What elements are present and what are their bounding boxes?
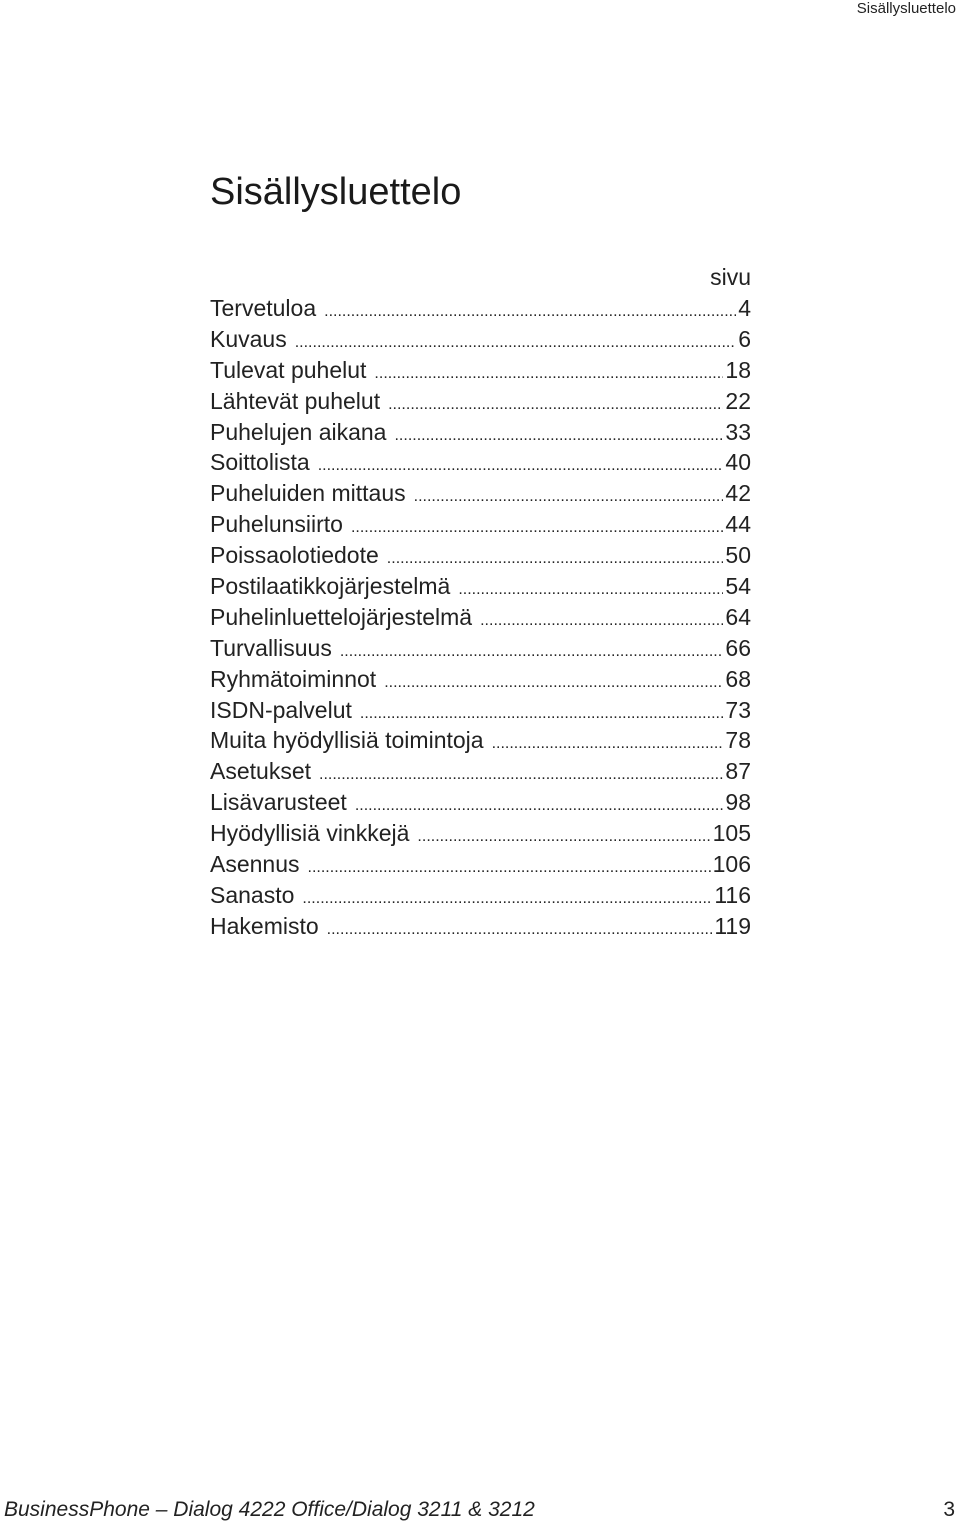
toc-entry[interactable] (210, 478, 751, 509)
footer-product-name: BusinessPhone – Dialog 4222 Office/Dialog 3211 & 3212 (4, 1498, 535, 1521)
toc-entry-page: 66 (725, 634, 751, 661)
toc-entry[interactable] (210, 602, 751, 633)
toc-entry-label: Puhelinluettelojärjestelmä (210, 603, 473, 630)
toc-entry[interactable] (210, 386, 751, 417)
toc-entry-label: Postilaatikkojärjestelmä (210, 573, 451, 600)
dot-leader (318, 451, 724, 478)
dot-leader (374, 359, 723, 386)
toc-entry-page: 64 (725, 603, 751, 630)
dot-leader (360, 699, 724, 726)
toc-entry-label: Muita hyödyllisiä toimintoja (210, 727, 484, 754)
toc-entry-page: 87 (725, 758, 751, 785)
dot-leader (388, 390, 723, 417)
toc-entry-label: Ryhmätoiminnot (210, 665, 377, 692)
toc-entry-label: Hyödyllisiä vinkkejä (210, 820, 410, 847)
dot-leader (480, 606, 723, 633)
dot-leader (308, 853, 711, 880)
table-of-contents (210, 262, 751, 942)
toc-entry-label: Kuvaus (210, 325, 287, 352)
toc-entry-label: Lisävarusteet (210, 789, 347, 816)
toc-entry-page: 40 (725, 449, 751, 476)
toc-entry-label: Asennus (210, 851, 300, 878)
toc-entry-label: Asetukset (210, 758, 311, 785)
toc-entry-label: Soittolista (210, 449, 310, 476)
toc-entry-page: 73 (725, 696, 751, 723)
toc-entry-page: 98 (725, 789, 751, 816)
toc-entry-page: 106 (712, 851, 751, 878)
toc-entry[interactable] (210, 571, 751, 602)
footer-page-number: 3 (943, 1498, 955, 1521)
dot-leader (327, 915, 713, 942)
running-header: Sisällysluettelo (856, 0, 956, 17)
toc-entry-page: 116 (714, 881, 751, 908)
toc-list (210, 293, 751, 942)
toc-entry[interactable] (210, 633, 751, 664)
dot-leader (492, 729, 724, 756)
toc-entry[interactable] (210, 725, 751, 756)
toc-entry[interactable] (210, 664, 751, 695)
toc-entry-label: Turvallisuus (210, 634, 332, 661)
toc-entry[interactable] (210, 818, 751, 849)
toc-entry[interactable] (210, 417, 751, 448)
toc-entry-page: 18 (725, 356, 751, 383)
toc-entry-page: 119 (714, 912, 751, 939)
page-title: Sisällysluettelo (210, 171, 462, 213)
dot-leader (384, 668, 723, 695)
toc-entry[interactable] (210, 880, 751, 911)
toc-entry-page: 105 (712, 820, 751, 847)
toc-entry[interactable] (210, 509, 751, 540)
toc-entry-page: 68 (725, 665, 751, 692)
toc-entry-label: Lähtevät puhelut (210, 387, 381, 414)
toc-entry[interactable] (210, 540, 751, 571)
toc-entry[interactable] (210, 293, 751, 324)
toc-entry-page: 33 (725, 418, 751, 445)
page-column-header: sivu (710, 264, 751, 290)
toc-entry-label: Puheluiden mittaus (210, 480, 406, 507)
dot-leader (355, 791, 724, 818)
dot-leader (340, 637, 724, 664)
toc-entry[interactable] (210, 695, 751, 726)
toc-entry-label: Puhelujen aikana (210, 418, 387, 445)
toc-entry-page: 44 (725, 511, 751, 538)
toc-entry-page: 78 (725, 727, 751, 754)
toc-entry-page: 42 (725, 480, 751, 507)
dot-leader (394, 421, 723, 448)
dot-leader (319, 760, 723, 787)
toc-entry[interactable] (210, 756, 751, 787)
toc-entry-page: 22 (725, 387, 751, 414)
dot-leader (458, 575, 723, 602)
toc-entry[interactable] (210, 787, 751, 818)
toc-entry-page: 4 (738, 295, 751, 321)
toc-entry-label: Hakemisto (210, 912, 319, 939)
toc-entry[interactable] (210, 324, 751, 355)
toc-entry-page: 6 (738, 325, 751, 352)
dot-leader (414, 482, 724, 509)
toc-entry-label: Poissaolotiedote (210, 542, 379, 569)
toc-entry[interactable] (210, 447, 751, 478)
dot-leader (302, 884, 712, 911)
dot-leader (387, 544, 724, 571)
toc-entry[interactable] (210, 355, 751, 386)
toc-entry-page: 50 (725, 542, 751, 569)
toc-entry-label: Tervetuloa (210, 295, 317, 321)
toc-entry-label: Sanasto (210, 881, 295, 908)
toc-entry-label: Tulevat puhelut (210, 356, 367, 383)
toc-entry-label: Puhelunsiirto (210, 511, 343, 538)
dot-leader (324, 297, 736, 324)
dot-leader (351, 513, 723, 540)
dot-leader (417, 822, 710, 849)
toc-entry-page: 54 (725, 573, 751, 600)
toc-entry[interactable] (210, 849, 751, 880)
toc-entry[interactable] (210, 911, 751, 942)
toc-entry-label: ISDN-palvelut (210, 696, 352, 723)
dot-leader (295, 328, 736, 355)
